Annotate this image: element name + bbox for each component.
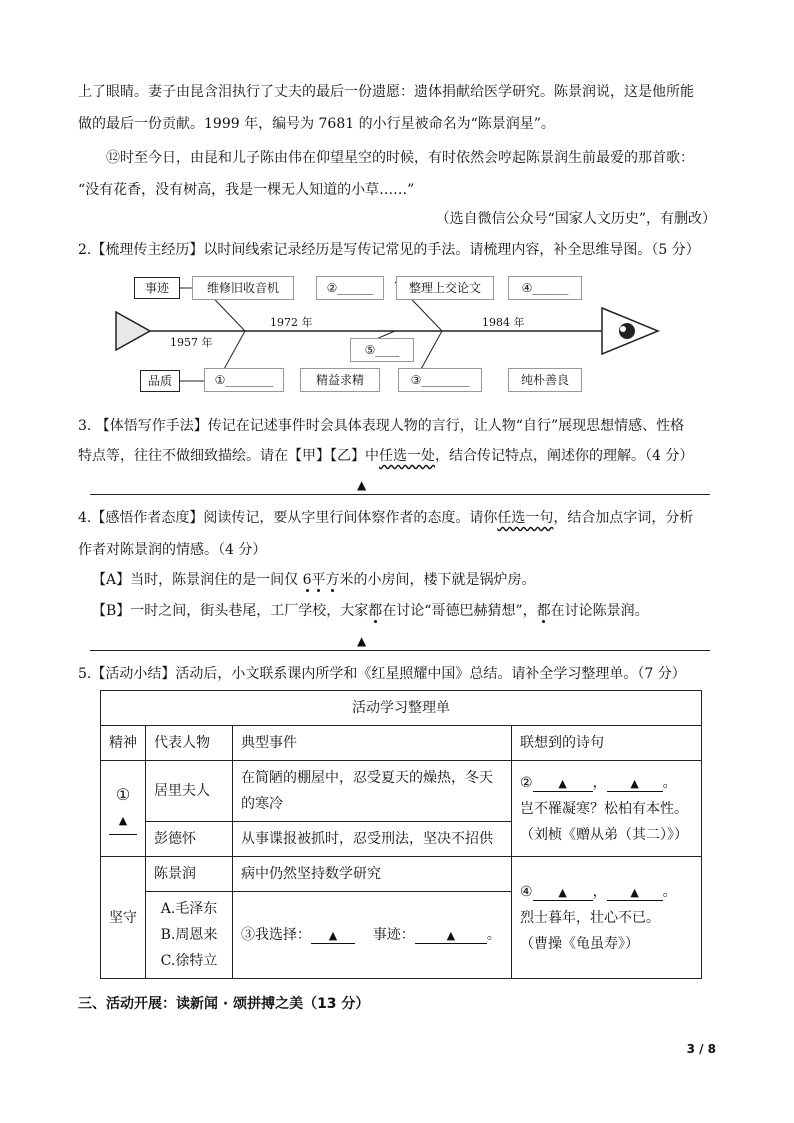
question-5: 5.【活动小结】活动后，小文联系课内所学和《红星照耀中国》总结。请补全学习整理单。（7 分）: [78, 666, 686, 682]
fishbone-top-box[interactable]: ④______: [508, 276, 582, 300]
table-header: 精神: [101, 726, 146, 761]
passage-line: 上了眼睛。妻子由昆含泪执行了丈夫的最后一份遗愿：遗体捐献给医学研究。陈景润说，这是他所能: [78, 84, 694, 100]
study-table: [100, 690, 702, 979]
answer-mark: ▲: [357, 634, 367, 648]
wavy-emphasis: 任选一处: [379, 448, 435, 464]
choice-answer[interactable]: ③我选择： ▲ 事迹： ▲ 。: [233, 892, 512, 979]
fishbone-label-deeds: 事迹: [134, 277, 180, 299]
table-row-event: 在简陋的棚屋中，忍受夏天的燥热，冬天的寒冷: [233, 761, 512, 822]
table-row-person: 居里夫人: [146, 761, 233, 822]
poem-cell[interactable]: ② ▲ ， ▲ 。 岂不罹凝寒？松柏有本性。 （刘桢《赠从弟（其二）》）: [512, 761, 702, 857]
fishbone-middle-box[interactable]: ⑤____: [350, 338, 414, 362]
choice-list[interactable]: A.毛泽东 B.周恩来 C.徐特立: [146, 892, 233, 979]
quote-b: 【B】一时之间，街头巷尾，工厂学校，大家都在讨论“哥德巴赫猜想”，都在讨论陈景润。: [92, 603, 649, 619]
fishbone-year: 1984 年: [482, 316, 525, 329]
question-3-line: 特点等，往往不做细致描绘。请在【甲】【乙】中任选一处，结合传记特点，阐述你的理解。（4 分）: [78, 448, 694, 464]
fishbone-top-box: 维修旧收音机: [192, 276, 294, 300]
quote-a: 【A】当时，陈景润住的是一间仅 6平方米的小房间，楼下就是锅炉房。: [92, 572, 536, 588]
table-row-event: 从事谍报被抓时，忍受刑法，坚决不招供: [233, 822, 512, 857]
fishbone-bottom-box[interactable]: ③________: [398, 368, 482, 392]
table-row-person: 彭德怀: [146, 822, 233, 857]
passage-line: 做的最后一份贡献。1999 年，编号为 7681 的小行星被命名为“陈景润星”。: [78, 116, 555, 132]
table-header: 代表人物: [146, 726, 233, 761]
passage-line: “没有花香，没有树高，我是一棵无人知道的小草……”: [78, 182, 415, 198]
table-header: 典型事件: [233, 726, 512, 761]
fishbone-year: 1972 年: [270, 316, 313, 329]
answer-line[interactable]: [90, 494, 710, 495]
table-title: 活动学习整理单: [101, 691, 702, 726]
poem-cell[interactable]: ④ ▲ ， ▲ 。 烈士暮年，壮心不已。 （曹操《龟虽寿》）: [512, 857, 702, 979]
wavy-emphasis: 任选一句: [497, 510, 554, 526]
table-row-event: 病中仍然坚持数学研究: [233, 857, 512, 892]
section-3-heading: 三、活动开展：读新闻 · 颂拼搏之美（13 分）: [78, 996, 370, 1012]
fishbone-bottom-box[interactable]: ①________: [204, 368, 284, 392]
fishbone-bottom-box: 精益求精: [300, 368, 380, 392]
page-number: 3 / 8: [686, 1042, 716, 1056]
question-4-line: 作者对陈景润的情感。（4 分）: [78, 542, 267, 558]
question-2: 2.【梳理传主经历】以时间线索记录经历是写传记常见的手法。请梳理内容，补全思维导图。（5 分）: [78, 242, 700, 258]
answer-mark: ▲: [357, 478, 367, 492]
table-header: 联想到的诗句: [512, 726, 702, 761]
fishbone-diagram: [110, 268, 670, 398]
fishbone-top-box[interactable]: ②______: [316, 276, 384, 300]
fishbone-top-box: 整理上交论文: [396, 276, 494, 300]
question-3-line: 3. 【体悟写作手法】传记在记述事件时会具体表现人物的言行，让人物“自行”展现思想情感、性格: [78, 418, 685, 434]
spirit-cell[interactable]: ① ▲: [101, 761, 146, 857]
passage-source: （选自微信公众号“国家人文历史”，有删改）: [435, 211, 716, 227]
table-row-person: 陈景润: [146, 857, 233, 892]
spirit-cell: 坚守: [101, 857, 146, 979]
fishbone-bottom-box: 纯朴善良: [508, 368, 582, 392]
passage-line: ⑫时至今日，由昆和儿子陈由伟在仰望星空的时候，有时依然会哼起陈景润生前最爱的那首歌：: [106, 150, 694, 166]
answer-line[interactable]: [90, 650, 710, 651]
question-4-line: 4.【感悟作者态度】阅读传记，要从字里行间体察作者的态度。请你任选一句，结合加点字词，分析: [78, 510, 694, 526]
fishbone-label-qualities: 品质: [140, 370, 180, 392]
fishbone-year: 1957 年: [170, 336, 213, 349]
